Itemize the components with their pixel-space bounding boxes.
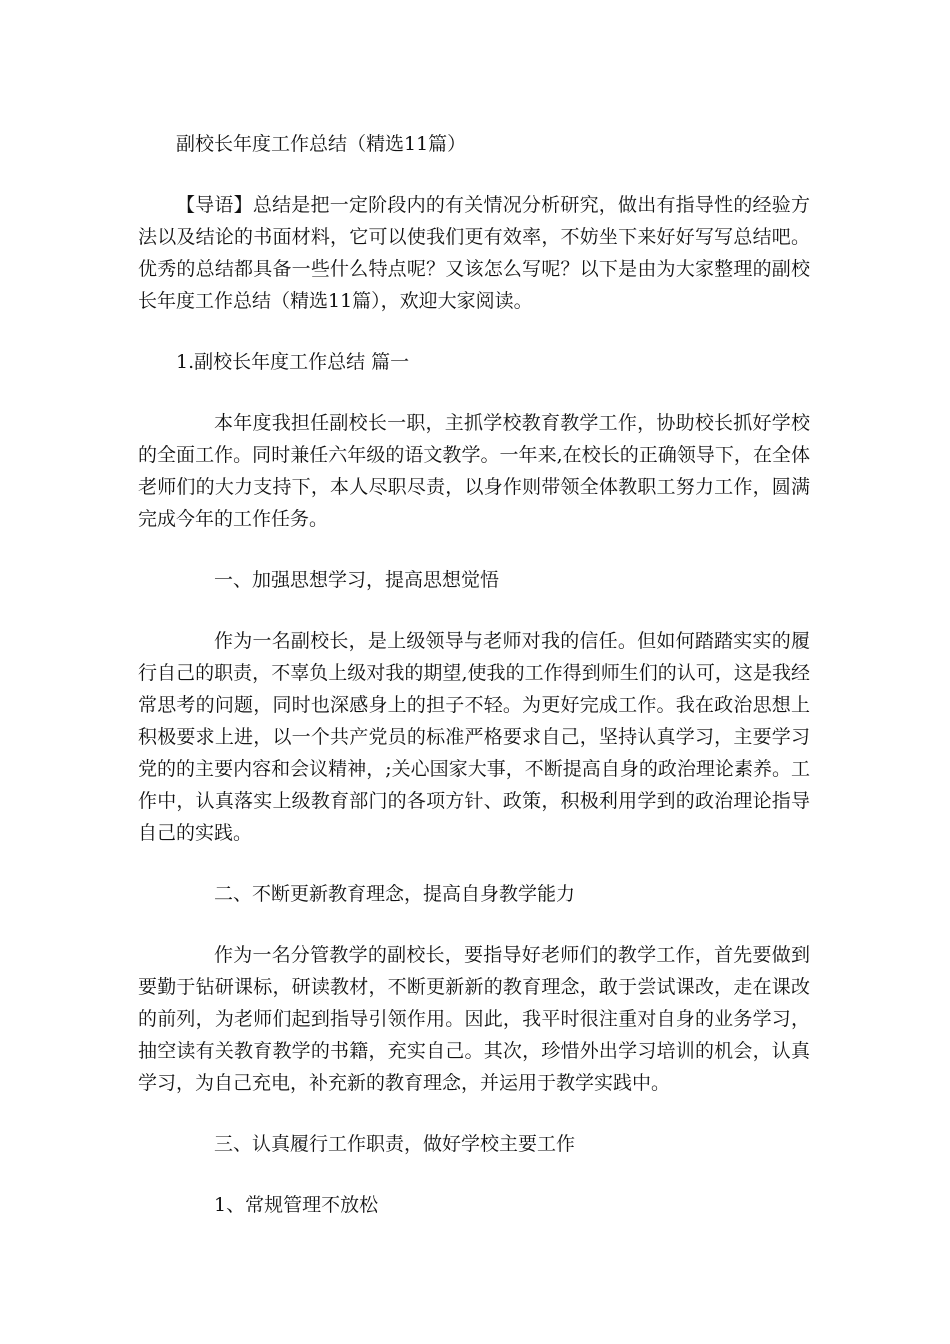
document-body: [138, 128, 810, 1250]
body-paragraph: 作为一名分管教学的副校长，要指导好老师们的教学工作，首先要做到要勤于钻研课标，研读教材，不断更新新的教育理念，敢于尝试课改，走在课改的前列，为老师们起到指导引领作用。因此，我平时很注重对自身的业务学习，抽空读有关教育教学的书籍，充实自己。其次，珍惜外出学习培训的机会，认真学习，为自己充电，补充新的教育理念，并运用于教学实践中。: [138, 944, 810, 1094]
body-paragraph: 本年度我担任副校长一职，主抓学校教育教学工作，协助校长抓好学校的全面工作。同时兼任六年级的语文教学。一年来,在校长的正确领导下，在全体老师们的大力支持下，本人尽职尽责，以身作则带领全体教职工努力工作，圆满完成今年的工作任务。: [138, 412, 810, 530]
subsection-heading: 1、常规管理不放松: [214, 1194, 379, 1216]
intro-paragraph: 【导语】总结是把一定阶段内的有关情况分析研究，做出有指导性的经验方法以及结论的书面材料，它可以使我们更有效率，不妨坐下来好好写写总结吧。优秀的总结都具备一些什么特点呢？又该怎么写呢？以下是由为大家整理的副校长年度工作总结（精选11篇），欢迎大家阅读。: [138, 194, 810, 312]
article-heading: 1.副校长年度工作总结 篇一: [176, 351, 410, 373]
body-paragraph: 作为一名副校长，是上级领导与老师对我的信任。但如何踏踏实实的履行自己的职责，不辜负上级对我的期望,使我的工作得到师生们的认可，这是我经常思考的问题，同时也深感身上的担子不轻。为更好完成工作。我在政治思想上积极要求上进，以一个共产党员的标准严格要求自己，坚持认真学习，主要学习党的的主要内容和会议精神，;关心国家大事，不断提高自身的政治理论素养。工作中，认真落实上级教育部门的各项方针、政策，积极利用学到的政治理论指导自己的实践。: [138, 630, 810, 844]
section-heading: 三、认真履行工作职责，做好学校主要工作: [214, 1133, 576, 1155]
section-heading: 二、不断更新教育理念，提高自身教学能力: [214, 883, 576, 905]
document-title: 副校长年度工作总结（精选11篇）: [176, 133, 467, 155]
section-heading: 一、加强思想学习，提高思想觉悟: [214, 569, 500, 591]
